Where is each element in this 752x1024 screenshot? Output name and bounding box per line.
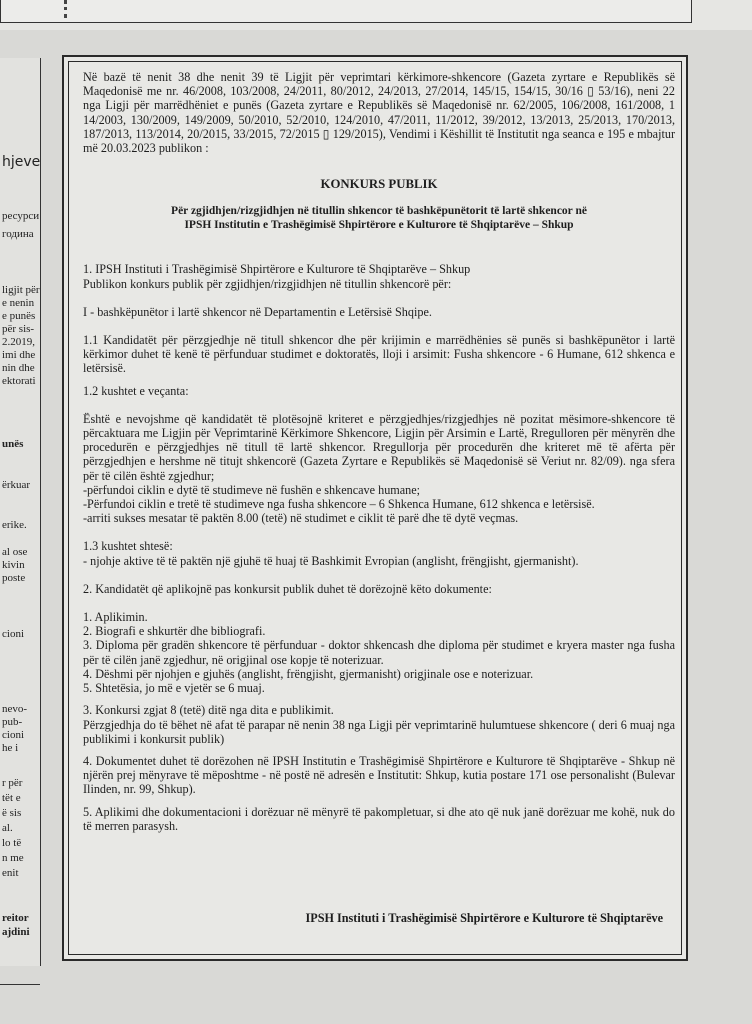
section-5: 5. Aplikimi dhe dokumentacioni i dorëzuar në mënyrë të pakompletuar, si dhe ato që nuk janë dorëzuar me kohë, nuk do të merren parasysh.	[83, 804, 675, 833]
intro-line-2: Publikon konkurs publik për zgjidhjen/rizgjidhjen në titullin shkencorë për:	[83, 276, 452, 291]
left-fragment: al.	[2, 822, 13, 834]
left-fragment: cioni	[2, 729, 24, 741]
left-fragment: година	[2, 228, 34, 240]
left-bottom-rule	[0, 984, 40, 985]
left-fragment: kivin	[2, 559, 25, 571]
position-title: I - bashkëpunëtor i lartë shkencor në Departamentin e Letërsisë Shqipe.	[83, 304, 432, 319]
left-fragment: cioni	[2, 628, 24, 640]
left-fragment: poste	[2, 572, 26, 584]
left-fragment: për sis-	[2, 323, 35, 335]
left-fragment: hjeve	[2, 154, 41, 170]
document-list-item: 2. Biografi e shkurtër dhe bibliografi.	[83, 624, 266, 639]
left-fragment: he i	[2, 742, 19, 754]
left-fragment: nin dhe	[2, 362, 35, 374]
section-1-2-body: Është e nevojshme që kandidatët të plotësojnë kriteret e përzgjedhjes/rizgjedhjes në pozitat mësimore-shkencore të përcaktuara me Ligjin për Veprimtarinë Kërkimore Shkencore, Ligjin për Arsimin e Lartë, Rregulloren për mënyrën dhe procedurën e përzgjedhjes në titull të lartë shkencor. Rregullorja për procedurën dhe kriteret më të afërta për përzgjedhjen e hershme në titujt shkencorë (Gazeta Zyrtare e Republikës së Maqedonisë së Veriut nr. 82/09). nga sfera për të cilën është zgjedhur;	[83, 411, 675, 483]
left-fragment: ektorati	[2, 375, 36, 387]
document-list-item: 1. Aplikimin.	[83, 610, 148, 625]
left-fragment: e punës	[2, 310, 36, 322]
left-column-clipping	[0, 58, 41, 966]
section-3-line-1: 3. Konkursi zgjat 8 (tetë) ditë nga dita e publikimit.	[83, 703, 334, 718]
section-1-1: 1.1 Kandidatët për përzgjedhje në titull shkencor dhe për krijimin e marrëdhënies së punës si bashkëpunëtor i lartë kërkimor duhet të kenë të përfunduar studimet e doktoratës, lloji i arsimit: Fusha shkencore - 6 Humane, 612 shkenca e letërsisë.	[83, 333, 675, 376]
left-fragment: n me	[2, 852, 24, 864]
announcement-box	[62, 55, 688, 961]
announcement-inner-border	[68, 61, 682, 955]
section-2-heading: 2. Kandidatët që aplikojnë pas konkursit publik duhet të dorëzojnë këto dokumente:	[83, 581, 492, 596]
left-fragment: r për	[2, 777, 23, 789]
institute-signature: IPSH Instituti i Trashëgimisë Shpirtërore e Kulturore të Shqiptarëve	[305, 911, 663, 925]
legal-preamble: Në bazë të nenit 38 dhe nenit 39 të Ligjit për veprimtari kërkimore-shkencore (Gazeta zyrtare e Republikës së Maqedonisë me nr. 46/2008, 103/2008, 24/2011, 80/2012, 24/2013, 27/2014, 145/15, 154/15, 30/16 ▯ 53/16), neni 22 nga Ligji për marrëdhëniet e punës (Gazeta zyrtare e Republikës së Maqedonisë nr. 62/2005, 106/2008, 161/2008, 1 14/2003, 130/2009, 149/2009, 50/2010, 52/2010, 124/2010, 47/2011, 11/2012, 39/2012, 13/2013, 25/2013, 170/2013, 187/2013, 113/2014, 20/2015, 33/2015, 72/2015 ▯ 129/2015), Vendimi i Këshillit të Institutit nga seanca e 195 e mbajtur më 20.03.2023 publikon :	[83, 70, 675, 156]
left-fragment: ë sis	[2, 807, 22, 819]
section-3-line-2: Përzgjedhja do të bëhet në afat të parapar në nenin 38 nga Ligji për veprimtarinë hulumtuese shkencore ( deri 6 muaj nga publikimi i konkursit publik)	[83, 717, 675, 746]
left-fragment: al ose	[2, 546, 28, 558]
document-list-item: 3. Diploma për gradën shkencore të përfunduar - doktor shkencash dhe diploma për studimet e kryera master nga fusha për të cilën janë zgjedhur, në origjinal ose kopje të noterizuar.	[83, 638, 675, 667]
section-1-2-bullet: -Përfundoi ciklin e tretë të studimeve nga fusha shkencore – 6 Shkenca Humane, 612 shkenca e letërsisë.	[83, 497, 595, 512]
left-fragment: ресурси	[2, 210, 40, 222]
left-fragment: ligjit për	[2, 284, 40, 296]
announcement-content	[83, 70, 675, 833]
section-1-3-heading: 1.3 kushtet shtesë:	[83, 539, 173, 554]
announcement-subtitle-line1: Për zgjidhjen/rizgjidhjen në titullin shkencor të bashkëpunëtorit të lartë shkencor në	[171, 205, 587, 218]
previous-article-strip	[0, 0, 752, 30]
section-1-2-bullet: -përfundoi ciklin e dytë të studimeve në fushën e shkencave humane;	[83, 482, 421, 497]
left-fragment: lo të	[2, 837, 22, 849]
announcement-subtitle-line2: IPSH Institutin e Trashëgimisë Shpirtërore e Kulturore të Shqiptarëve – Shkup	[184, 218, 574, 231]
left-fragment: pub-	[2, 716, 23, 728]
section-1-3-body: - njohje aktive të të paktën një gjuhë të huaj të Bashkimit Evropian (anglisht, frëngjisht, gjermanisht).	[83, 553, 579, 568]
previous-article-frame	[0, 0, 692, 23]
document-list-item: 5. Shtetësia, jo më e vjetër se 6 muaj.	[83, 681, 265, 696]
left-fragment: reitor	[2, 912, 29, 924]
left-fragment: unës	[2, 438, 24, 450]
document-list-item: 4. Dëshmi për njohjen e gjuhës (anglisht, frëngjisht, gjermanisht) origjinale ose e noterizuar.	[83, 666, 534, 681]
section-4: 4. Dokumentet duhet të dorëzohen në IPSH Institutin e Trashëgimisë Shpirtërore e Kulturore të Shqiptarëve - Shkup në njërën prej mënyrave të mëposhtme - në postë në adresën e Institutit: Shkup, kutia postare 171 ose personalisht (Bulevar Ilinden, nr. 99, Shkup).	[83, 753, 675, 797]
left-fragment: imi dhe	[2, 349, 36, 361]
left-fragment: enit	[2, 867, 19, 879]
left-fragment: nevo-	[2, 703, 28, 715]
announcement-title: KONKURS PUBLIK	[320, 177, 438, 192]
perforation-dots	[64, 0, 71, 18]
left-fragment: e nenin	[2, 297, 35, 309]
left-fragment: tët e	[2, 792, 21, 804]
left-fragment: ajdini	[2, 926, 30, 938]
section-1-2-bullet: -arriti sukses mesatar të paktën 8.00 (tetë) në studimet e ciklit të parë dhe të dytë veçmas.	[83, 511, 519, 526]
left-fragment: erike.	[2, 519, 27, 531]
left-fragment: ërkuar	[2, 479, 31, 491]
intro-line-1: 1. IPSH Instituti i Trashëgimisë Shpirtërore e Kulturore të Shqiptarëve – Shkup	[83, 262, 471, 277]
left-fragment: 2.2019,	[2, 336, 35, 348]
section-1-2-heading: 1.2 kushtet e veçanta:	[83, 383, 189, 398]
